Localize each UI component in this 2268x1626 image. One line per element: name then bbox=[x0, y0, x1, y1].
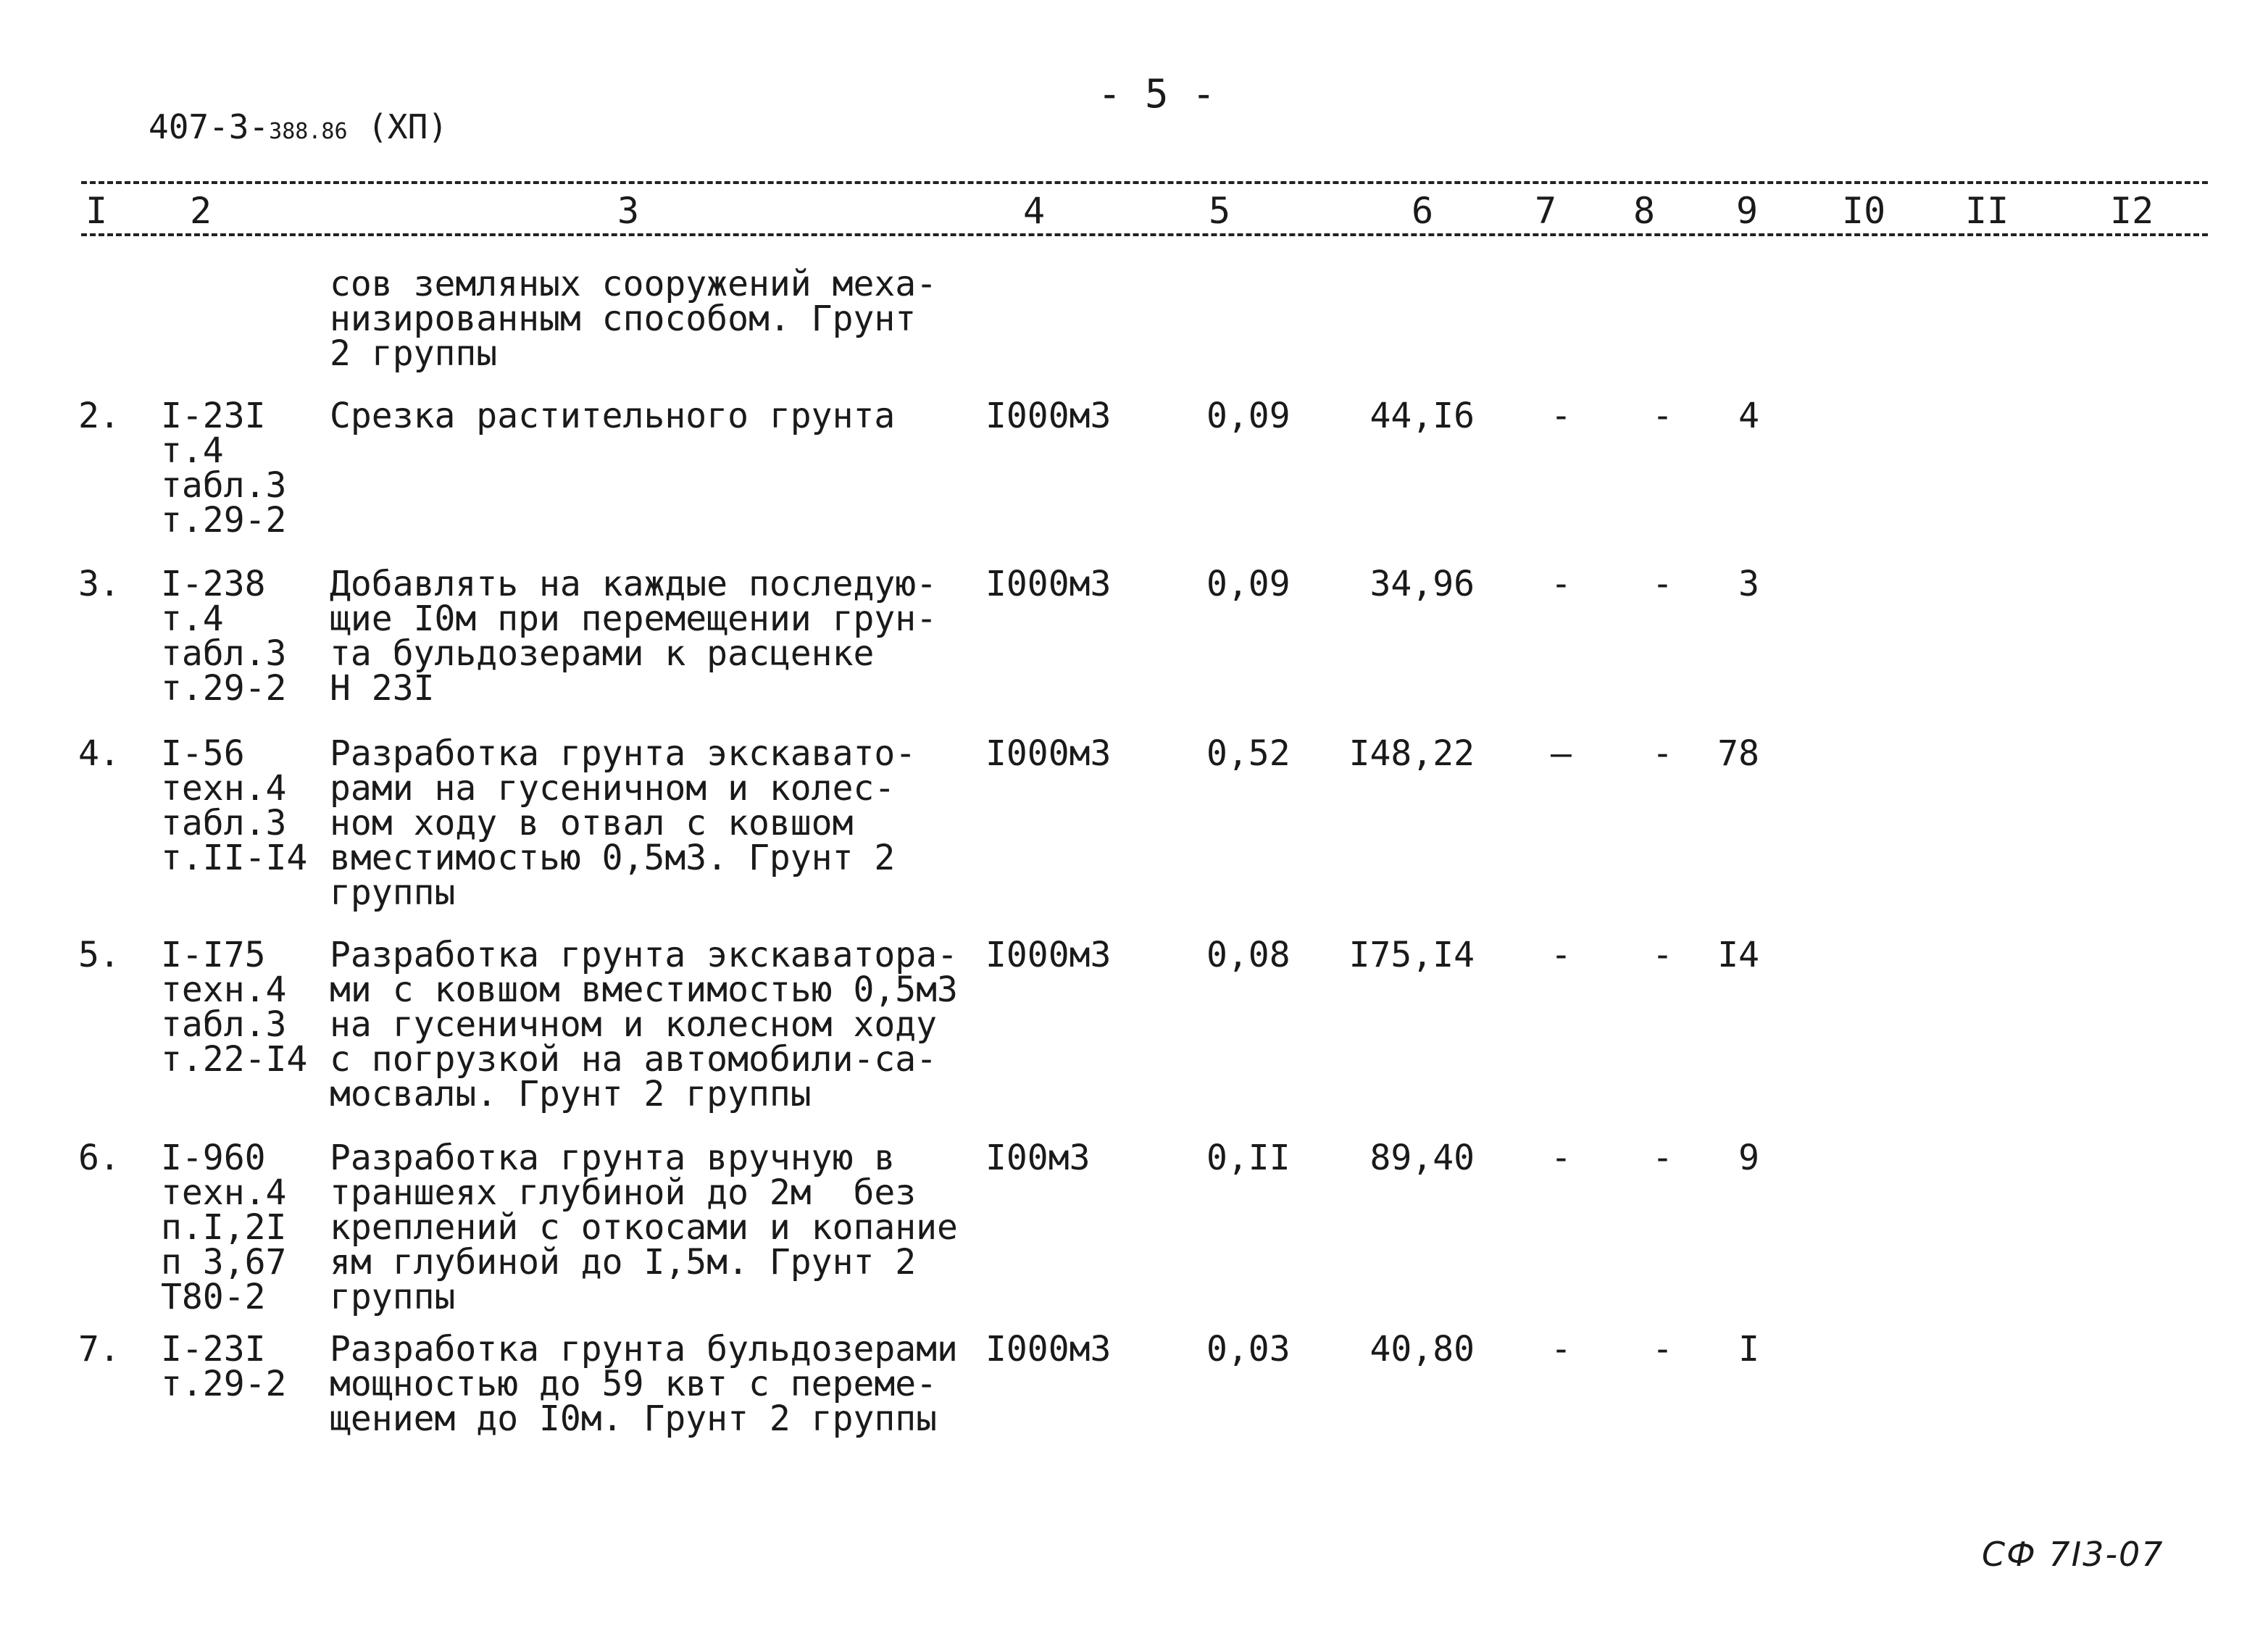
column-header-2: 2 bbox=[190, 190, 212, 232]
quantity: 0,08 bbox=[1206, 935, 1291, 975]
col-7: - bbox=[1551, 564, 1572, 604]
rate-code: I-238 т.4 табл.3 т.29-2 bbox=[161, 564, 287, 709]
unit: I000м3 bbox=[985, 1329, 1112, 1369]
document-code-suffix: (XП) bbox=[347, 107, 449, 146]
col-9: I bbox=[1738, 1329, 1759, 1369]
col-8: - bbox=[1652, 1329, 1673, 1369]
quantity: 0,09 bbox=[1206, 396, 1291, 436]
row-number: 7. bbox=[78, 1329, 120, 1369]
work-description: Разработка грунта экскавато- рами на гусеничном и колес- ном ходу в отвал с ковшом вместимостью 0,5м3. Грунт 2 группы bbox=[330, 733, 917, 913]
col-9: 3 bbox=[1738, 564, 1759, 604]
column-header-1: I bbox=[86, 190, 108, 232]
sheet-stamp: СФ 7I3-07 bbox=[1982, 1535, 2164, 1574]
unit-price: I75,I4 bbox=[1348, 935, 1475, 975]
col-9: 78 bbox=[1717, 733, 1759, 774]
document-code bbox=[149, 107, 448, 146]
column-header-11: II bbox=[1965, 190, 2009, 232]
col-7: - bbox=[1551, 935, 1572, 975]
column-header-8: 8 bbox=[1633, 190, 1656, 232]
header-rule-top bbox=[81, 181, 2208, 184]
col-7: - bbox=[1551, 1329, 1572, 1369]
quantity: 0,52 bbox=[1206, 733, 1291, 774]
unit-price: 44,I6 bbox=[1369, 396, 1475, 436]
col-7: — bbox=[1551, 733, 1572, 774]
rate-code: I-23I т.29-2 bbox=[161, 1329, 287, 1404]
col-7: - bbox=[1551, 1138, 1572, 1178]
header-rule-bottom bbox=[81, 233, 2208, 236]
column-header-4: 4 bbox=[1023, 190, 1046, 232]
unit-price: I48,22 bbox=[1348, 733, 1475, 774]
column-header-6: 6 bbox=[1412, 190, 1434, 232]
work-description: Разработка грунта экскаватора- ми с ковшом вместимостью 0,5м3 на гусеничном и колесном ходу с погрузкой на автомобили-са- мосвалы. Грунт 2 группы bbox=[330, 935, 958, 1114]
page-number: - 5 - bbox=[1098, 71, 1216, 117]
quantity: 0,03 bbox=[1206, 1329, 1291, 1369]
col-8: - bbox=[1652, 564, 1673, 604]
row-number: 4. bbox=[78, 733, 120, 774]
col-8: - bbox=[1652, 396, 1673, 436]
col-9: 9 bbox=[1738, 1138, 1759, 1178]
column-header-9: 9 bbox=[1736, 190, 1759, 232]
column-header-10: I0 bbox=[1842, 190, 1886, 232]
rate-code: I-23I т.4 табл.3 т.29-2 bbox=[161, 396, 287, 541]
unit-price: 89,40 bbox=[1369, 1138, 1475, 1178]
rate-code: I-56 техн.4 табл.3 т.II-I4 bbox=[161, 733, 308, 878]
work-description: Срезка растительного грунта bbox=[330, 396, 896, 436]
unit: I00м3 bbox=[985, 1138, 1091, 1178]
document-code-sheet: 388.86 bbox=[269, 119, 348, 144]
column-header-7: 7 bbox=[1535, 190, 1557, 232]
unit: I000м3 bbox=[985, 564, 1112, 604]
work-description: Разработка грунта бульдозерами мощностью до 59 квт с переме- щением до I0м. Грунт 2 группы bbox=[330, 1329, 958, 1439]
col-9: 4 bbox=[1738, 396, 1759, 436]
col-9: I4 bbox=[1717, 935, 1759, 975]
unit-price: 34,96 bbox=[1369, 564, 1475, 604]
unit: I000м3 bbox=[985, 396, 1112, 436]
unit: I000м3 bbox=[985, 733, 1112, 774]
quantity: 0,II bbox=[1206, 1138, 1291, 1178]
continuation-text: сов земляных сооружений меха- низированным способом. Грунт 2 группы bbox=[330, 264, 938, 374]
rate-code: I-I75 техн.4 табл.3 т.22-I4 bbox=[161, 935, 308, 1080]
row-number: 6. bbox=[78, 1138, 120, 1178]
column-header-5: 5 bbox=[1209, 190, 1231, 232]
row-number: 5. bbox=[78, 935, 120, 975]
col-8: - bbox=[1652, 1138, 1673, 1178]
quantity: 0,09 bbox=[1206, 564, 1291, 604]
unit: I000м3 bbox=[985, 935, 1112, 975]
column-header-3: 3 bbox=[617, 190, 640, 232]
document-code-main: 407-3- bbox=[149, 107, 270, 146]
col-7: - bbox=[1551, 396, 1572, 436]
unit-price: 40,80 bbox=[1369, 1329, 1475, 1369]
rate-code: I-960 техн.4 п.I,2I п 3,67 Т80-2 bbox=[161, 1138, 287, 1317]
col-8: - bbox=[1652, 935, 1673, 975]
row-number: 2. bbox=[78, 396, 120, 436]
work-description: Добавлять на каждые последую- щие I0м при перемещении грун- та бульдозерами к расценке Н 23I bbox=[330, 564, 938, 709]
col-8: - bbox=[1652, 733, 1673, 774]
row-number: 3. bbox=[78, 564, 120, 604]
work-description: Разработка грунта вручную в траншеях глубиной до 2м без креплений с откосами и копание ям глубиной до I,5м. Грунт 2 группы bbox=[330, 1138, 958, 1317]
column-header-12: I2 bbox=[2110, 190, 2154, 232]
